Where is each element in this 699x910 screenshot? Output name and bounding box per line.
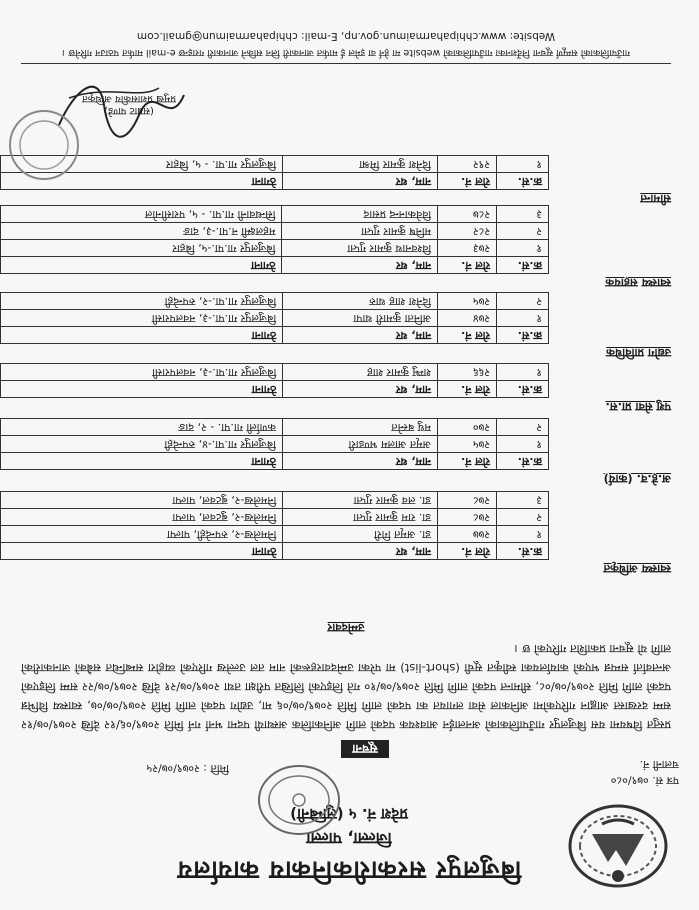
office-title: बिजुलपुर सरकारीकनिकाय कार्यालय xyxy=(176,856,522,885)
cell-roll: २६६ xyxy=(438,364,497,381)
cell-sn: १ xyxy=(497,364,549,381)
candidate-label: उम्मेदवार xyxy=(327,621,365,635)
cell-roll: २९२ xyxy=(437,156,496,173)
table-row xyxy=(1,293,549,310)
table-header-row xyxy=(1,543,549,560)
cell-address: निमलेख-२, बुटवल, पाल्पा xyxy=(1,509,283,526)
col-sn: क्र.सं. xyxy=(497,543,549,560)
signer-title: प्रमुख प्रशासकीय अधिकृत xyxy=(82,93,176,104)
col-address: ठेगाना xyxy=(1,173,283,190)
table-row xyxy=(1,240,549,257)
cell-name: विश्वनाथ कुमार गुप्ता xyxy=(282,240,438,257)
cell-name: विवेकानन्द प्रसाद xyxy=(282,206,438,223)
cell-sn: १ xyxy=(497,240,549,257)
col-address: ठेगाना xyxy=(1,381,283,398)
cell-name: दिनेश कुमार मिश्रा xyxy=(283,156,438,173)
cell-name: अनिता कुमारी थापा xyxy=(283,310,438,327)
notice-heading: सूचना xyxy=(341,740,389,758)
cell-address: निमलेख-२, रुपन्देही, पाल्पा xyxy=(1,526,283,543)
table-row xyxy=(1,419,549,436)
candidate-table xyxy=(0,363,549,398)
cell-roll: २७० xyxy=(438,419,497,436)
cell-name: डा. अमृत गिरी xyxy=(283,526,438,543)
section-title: स्वास्थ्य अधिकृत xyxy=(603,562,671,576)
official-stamp-icon xyxy=(4,105,84,185)
col-address: ठेगाना xyxy=(1,327,283,344)
section-title: स्वास्थ्य सहायक xyxy=(605,276,671,290)
col-name: नाम, थर xyxy=(282,453,437,470)
cell-sn: ३ xyxy=(497,206,549,223)
cell-name: डा. राम कुमार गुप्ता xyxy=(283,509,438,526)
col-roll: रोल नं. xyxy=(438,453,497,470)
cell-sn: १ xyxy=(497,436,549,453)
table-row xyxy=(1,364,549,381)
col-roll: रोल नं. xyxy=(438,327,497,344)
cell-address: बिजुलपुर गा.पा.-३, नवलपरासी xyxy=(1,310,283,327)
cell-address: कर्णाली गा.पा. - २, दाङ xyxy=(1,419,283,436)
col-address: ठेगाना xyxy=(1,453,283,470)
cell-sn: २ xyxy=(497,293,549,310)
col-name: नाम, थर xyxy=(283,381,438,398)
signer-name: (सम्राट पाण्डे) xyxy=(104,105,154,116)
cell-name: दिनेश शाह थारु xyxy=(283,293,438,310)
col-address: ठेगाना xyxy=(1,257,283,274)
table-row xyxy=(1,436,549,453)
cell-roll: २८७ xyxy=(438,206,497,223)
table-header-row xyxy=(1,257,549,274)
candidate-table xyxy=(0,418,549,470)
section-title: पशु सेवा प्रा.स. xyxy=(605,400,671,414)
dispatch-number: चलानी नं. xyxy=(639,758,679,771)
cell-address: बिजुलपुर गा.पा.-५, बिहार xyxy=(1,240,283,257)
footer-note: गाउँपालिकाको सम्पूर्ण सूचना निर्देशनका गाउँपालिकाको website मा हेर्न वा इमेल ई मार्फत जानकारी लिन सकिने जानकारी गराइन्छ e-mail मार्फत पठाउन गरिनेछ । xyxy=(61,47,631,58)
section-title: उद्योग प्राविधिक xyxy=(606,346,671,360)
section-title: अ.हे.व. (कार्य) xyxy=(603,472,671,486)
table-row xyxy=(1,526,549,543)
candidate-table xyxy=(0,292,549,344)
candidate-table xyxy=(0,491,549,560)
col-sn: क्र.सं. xyxy=(497,453,549,470)
cell-address: बिजुलपुर गा.पा.-४, रुपन्देही xyxy=(1,436,283,453)
cell-address: बिजुलपुर गा.पा. - ५, बिहार xyxy=(1,156,283,173)
cell-address: बिजुलपुर गा.पा.-२, रुपन्देही xyxy=(1,293,283,310)
col-roll: रोल नं. xyxy=(437,173,496,190)
cell-sn: १ xyxy=(497,310,549,327)
table-header-row xyxy=(1,453,549,470)
footer-divider xyxy=(21,63,671,64)
table-row xyxy=(1,310,549,327)
col-sn: क्र.सं. xyxy=(497,257,549,274)
section-title: सीमान्त xyxy=(640,192,671,206)
reference-number: पत्र सं. ०७९/०८० xyxy=(610,774,679,787)
table-row xyxy=(1,509,549,526)
cell-roll: २७७ xyxy=(438,526,497,543)
cell-sn: २ xyxy=(497,223,549,240)
col-address: ठेगाना xyxy=(1,543,283,560)
cell-roll: २७८ xyxy=(438,509,497,526)
cell-roll: २७८ xyxy=(438,492,497,509)
table-row xyxy=(1,206,549,223)
cell-sn: २ xyxy=(497,509,549,526)
document-date: मिति : २०७९/०७/२५ xyxy=(146,762,229,775)
cell-sn: ३ xyxy=(497,492,549,509)
table-header-row xyxy=(1,381,549,398)
cell-sn: १ xyxy=(497,526,549,543)
cell-roll: २७५ xyxy=(438,293,497,310)
col-roll: रोल नं. xyxy=(438,257,497,274)
office-seal-icon xyxy=(254,760,344,840)
cell-address: निमलेख-२, बुटवल, पाल्पा xyxy=(1,492,283,509)
nepal-emblem-icon xyxy=(562,800,674,896)
cell-roll: २७५ xyxy=(438,436,497,453)
cell-name: मनिष कुमार गुप्ता xyxy=(282,223,438,240)
col-sn: क्र.सं. xyxy=(497,327,549,344)
cell-address: महलक्ष्मी न.पा.-३, दाङ xyxy=(1,223,283,240)
table-header-row xyxy=(1,327,549,344)
office-district: जिल्ला, पाल्ला xyxy=(306,829,392,848)
cell-roll: २७३ xyxy=(438,240,497,257)
cell-roll: २७४ xyxy=(438,310,497,327)
col-sn: क्र.सं. xyxy=(497,173,549,190)
col-roll: रोल नं. xyxy=(438,381,497,398)
cell-address: बिजुलपुर गा.पा.-३, नवलपरासी xyxy=(1,364,283,381)
cell-name: मधु बस्नेत xyxy=(282,419,437,436)
notice-body xyxy=(21,618,671,734)
col-sn: क्र.सं. xyxy=(497,381,549,398)
col-name: नाम, थर xyxy=(282,257,438,274)
footer-contact: Website: www.chhipaharmaimun.gov.np, E-mail: chhipaharmaimun@gmail.com xyxy=(136,30,556,42)
cell-sn: १ xyxy=(497,156,549,173)
col-roll: रोल नं. xyxy=(438,543,497,560)
cell-address: सिन्धवानी गा.पा. - ५, परासीनोल xyxy=(1,206,283,223)
candidate-table xyxy=(0,205,549,274)
cell-roll: २८२ xyxy=(438,223,497,240)
cell-sn: २ xyxy=(497,419,549,436)
notice-paragraph: प्रस्तुत विषयमा यस बिजुलपुर गाउँपालिकाको अनलाईन आवश्यक पदको लागि अनिकालिक अस्थायी पदमा भर्ना गर्न मिति २०७९/०६/१२ देखि २०७९/०७/१२ सम्म दरखास्त आह्वान गरिएकोमा अनिकाल सेवा लगायत का पदको लागि मिति २०७९/०७/०६ मा, उद्योग पदको लागि मिति २०७९/०७/०७, स्वास्थ्य विभिन्न पदको लागि मिति २०७९/०७/०८, सीमान्त पदको लागि मिति २०७९/०७/१० गते लिइएको लिखित परीक्षा तथा २०७९/०७/२१ देखि २०७९/०७/२२ सम्म लिइएको अन्तर्वार्ता सम्पन्न भएको कार्यालयका स्वीकृत सूची (short-list) मा परेका उम्मेदवारहरूको नाम तल उल्लेख गरिएको व्यहोरा सम्बन्धित सबैको जानकारीको लागि यो सूचना प्रकाशित गरिएको छ । xyxy=(21,642,671,732)
col-name: नाम, थर xyxy=(283,327,438,344)
col-name: नाम, थर xyxy=(283,173,438,190)
cell-name: शम्भु कुमार शाह xyxy=(283,364,438,381)
office-address: प्रदेश नं. ५ (लुम्बिनी) xyxy=(290,805,408,823)
table-row xyxy=(1,223,549,240)
col-name: नाम, थर xyxy=(283,543,438,560)
table-row xyxy=(1,492,549,509)
cell-name: अमृत आलम भण्डारी xyxy=(282,436,437,453)
cell-name: डा. लव कुमार गुप्ता xyxy=(283,492,438,509)
